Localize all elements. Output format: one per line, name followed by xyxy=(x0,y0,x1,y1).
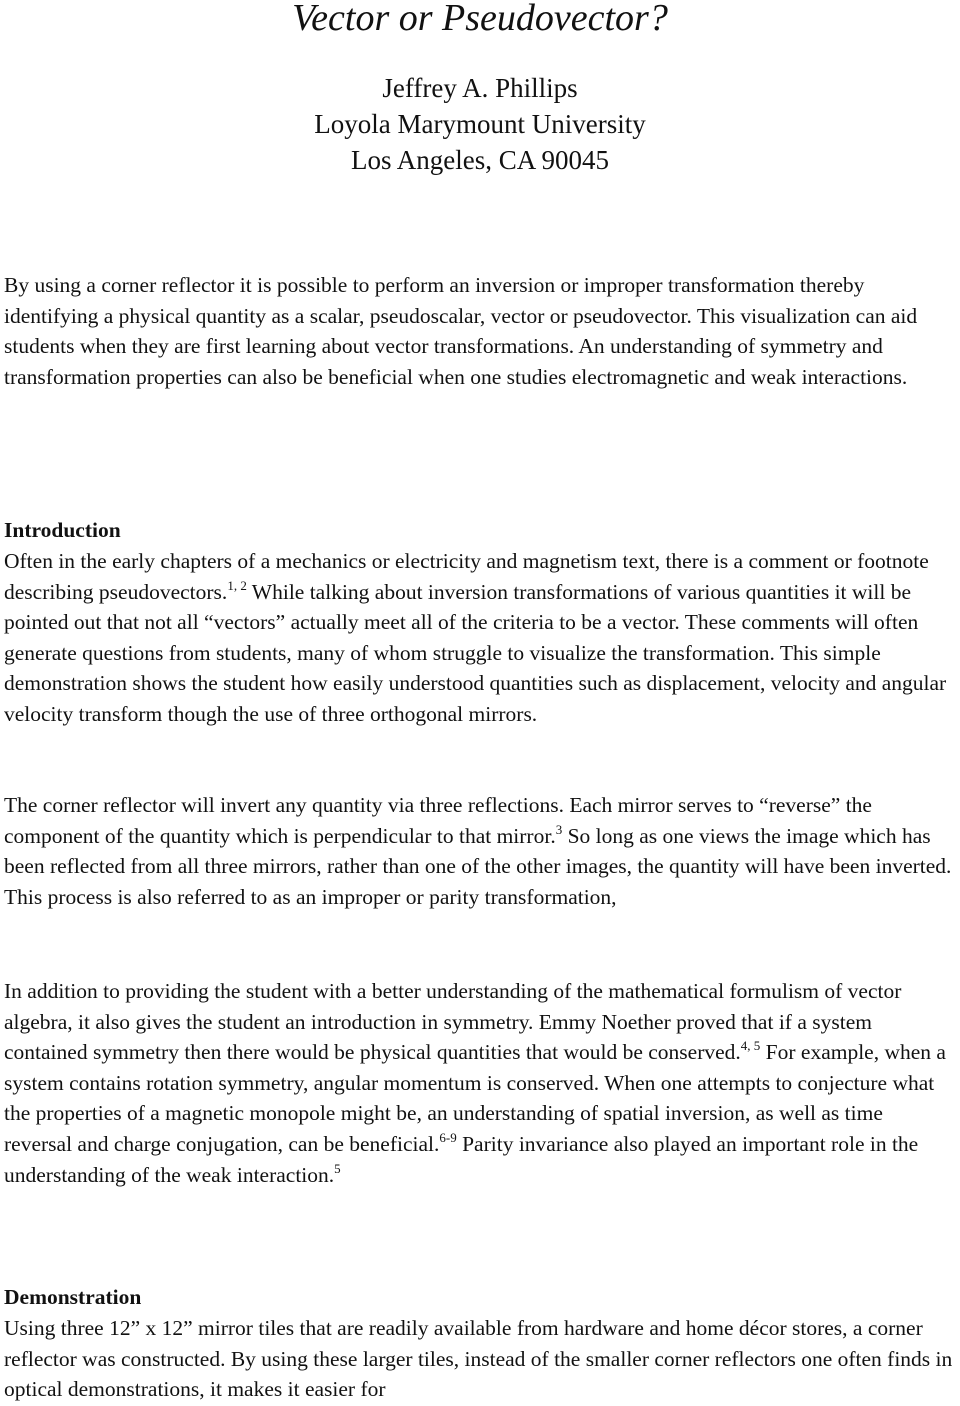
introduction-heading: Introduction xyxy=(4,518,121,542)
intro-p1-text-b: While talking about inversion transformations of various quantities it will be pointed out that not all “vectors” actually meet all of the criteria to be a vector. These comments will often generate questions from students, many of whom struggle to visualize the transformation. This simple demonstration shows the student how easily understood quantities such as displacement, velocity and angular velocity transform though the use of three orthogonal mirrors. xyxy=(4,579,947,726)
intro-paragraph-3 xyxy=(4,976,956,1190)
author-name: Jeffrey A. Phillips xyxy=(382,73,578,103)
author-affiliation: Loyola Marymount University xyxy=(314,109,646,139)
intro-p2-text-b: So long as one views the image which has been reflected from all three mirrors, rather than one of the other images, the quantity will have been inverted. This process is also referred to as an improper or parity transformation, xyxy=(4,823,952,909)
intro-p3-text-b: For example, when a system contains rotation symmetry, angular momentum is conserved. When one attempts to conjecture what the properties of a magnetic monopole might be, an understanding of spatial inversion, as well as time reversal and charge conjugation, can be beneficial. xyxy=(4,1040,946,1156)
intro-p3-text-c: Parity invariance also played an important role in the understanding of the weak interaction. xyxy=(4,1131,919,1187)
intro-p1-text-a: Often in the early chapters of a mechanics or electricity and magnetism text, there is a comment or footnote describing pseudovectors. xyxy=(4,549,929,604)
author-block xyxy=(0,70,960,178)
citation-4-5: 4, 5 xyxy=(740,1038,761,1054)
intro-paragraph-2 xyxy=(4,790,956,912)
demonstration-paragraph-1: Using three 12” x 12” mirror tiles that are readily available from hardware and home décor stores, a corner reflector was constructed. By using these larger tiles, instead of the smaller corner reflectors one often finds in optical demonstrations, it makes it easier for xyxy=(4,1316,953,1402)
intro-p2-text-a: The corner reflector will invert any quantity via three reflections. Each mirror serves to “reverse” the component of the quantity which is perpendicular to that mirror. xyxy=(4,793,872,848)
citation-5: 5 xyxy=(334,1160,341,1176)
intro-p3-text-a: In addition to providing the student with a better understanding of the mathematical formulism of vector algebra, it also gives the student an introduction in symmetry. Emmy Noether proved that if a system contained symmetry then there would be physical quantities that would be conserved. xyxy=(4,979,902,1065)
paper-title: Vector or Pseudovector? xyxy=(292,0,668,39)
abstract-paragraph: By using a corner reflector it is possible to perform an inversion or improper transformation thereby identifying a physical quantity as a scalar, pseudoscalar, vector or pseudovector. This visualization can aid students when they are first learning about vector transformations. An understanding of symmetry and transformation properties can also be beneficial when one studies electromagnetic and weak interactions. xyxy=(4,273,918,389)
citation-1-2: 1, 2 xyxy=(227,577,247,593)
citation-3: 3 xyxy=(555,821,563,837)
demonstration-heading: Demonstration xyxy=(4,1285,142,1309)
intro-paragraph-1 xyxy=(4,546,956,730)
citation-6-9: 6-9 xyxy=(439,1129,457,1145)
author-location: Los Angeles, CA 90045 xyxy=(350,145,609,175)
